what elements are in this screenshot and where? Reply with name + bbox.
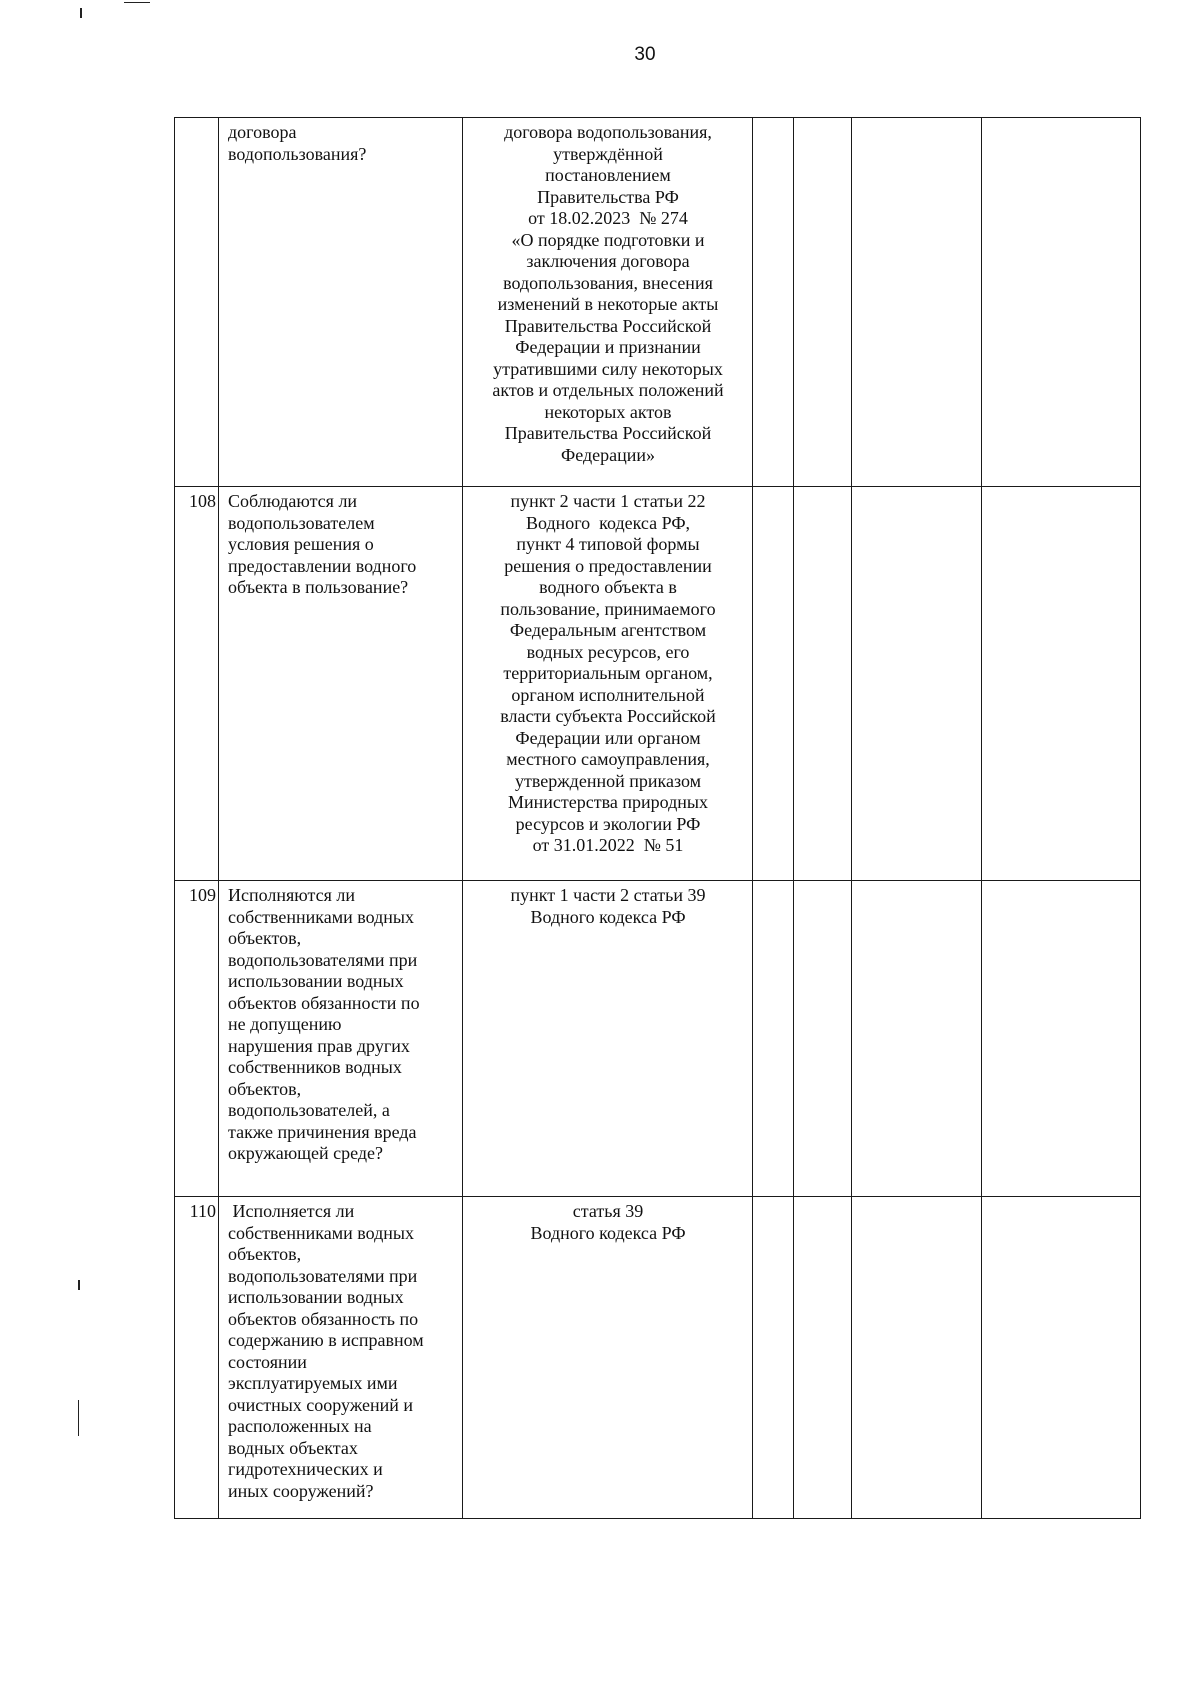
question-line: объектов,	[228, 928, 302, 948]
legal-basis-line: Министерства природных	[508, 792, 708, 812]
legal-basis-line: водного объекта в	[539, 577, 677, 597]
scan-mark-top-line	[124, 2, 150, 3]
legal-basis-line: местного самоуправления,	[506, 749, 710, 769]
row-number: 110	[175, 1197, 219, 1519]
answer-no-cell[interactable]	[794, 1197, 852, 1519]
question-line: предоставлении водного	[228, 555, 417, 576]
question-line: расположенных на	[228, 1416, 372, 1436]
question-line: нарушения прав других	[228, 1035, 410, 1056]
question-line: водопользователем	[228, 512, 375, 533]
question-line: также причинения вреда	[228, 1121, 417, 1142]
question-line: собственниками водных	[228, 906, 415, 927]
question-line: водопользователями при	[228, 1265, 418, 1286]
legal-basis-line: утратившими силу некоторых	[493, 358, 723, 379]
legal-basis-cell	[463, 1197, 753, 1519]
question-line: эксплуатируемых ими	[228, 1373, 398, 1393]
table-body	[175, 118, 1141, 1519]
answer-yes-cell[interactable]	[753, 881, 794, 1197]
legal-basis-line: утвержденной приказом	[514, 770, 701, 791]
scan-mark-left-1	[78, 1280, 80, 1290]
question-line: собственниками водных	[228, 1222, 415, 1243]
scan-mark-top	[80, 8, 82, 18]
legal-basis-line: от 18.02.2023 № 274	[528, 208, 688, 228]
legal-basis-line: актов и отдельных положений	[492, 380, 724, 400]
legal-basis-line: Федерации и признании	[515, 337, 701, 357]
legal-basis-line: пункт 2 части 1 статьи 22	[510, 491, 706, 511]
question-line: использовании водных	[228, 1287, 404, 1307]
legal-basis-cell	[463, 487, 753, 881]
legal-basis-line: «О порядке подготовки и	[511, 229, 705, 250]
not-applicable-cell[interactable]	[852, 118, 982, 487]
legal-basis-line: договора водопользования,	[504, 122, 712, 142]
legal-basis-line: от 31.01.2022 № 51	[532, 835, 684, 855]
legal-basis-line: Водного кодекса РФ,	[525, 512, 691, 533]
question-cell	[219, 1197, 463, 1519]
legal-basis-line: Водного кодекса РФ	[530, 1222, 686, 1243]
legal-basis-line: Федерации или органом	[515, 727, 701, 748]
checklist-table	[174, 117, 1141, 1519]
legal-basis-line: утверждённой	[553, 143, 663, 164]
question-line: Соблюдаются ли	[228, 491, 358, 511]
question-line: иных сооружений?	[228, 1480, 374, 1501]
not-applicable-cell[interactable]	[852, 1197, 982, 1519]
note-cell[interactable]	[982, 881, 1141, 1197]
legal-basis-line: Федерации»	[560, 444, 655, 465]
legal-basis-line: ресурсов и экологии РФ	[515, 813, 701, 834]
legal-basis-line: заключения договора	[526, 251, 690, 271]
answer-yes-cell[interactable]	[753, 118, 794, 487]
question-line: водопользователей, а	[228, 1100, 390, 1120]
question-cell	[219, 487, 463, 881]
legal-basis-line: пользование, принимаемого	[500, 598, 716, 619]
legal-basis-cell	[463, 118, 753, 487]
legal-basis-line: органом исполнительной	[511, 684, 705, 705]
table-row	[175, 1197, 1141, 1519]
note-cell[interactable]	[982, 118, 1141, 487]
answer-no-cell[interactable]	[794, 118, 852, 487]
question-line: объектов,	[228, 1078, 302, 1099]
legal-basis-line: территориальным органом,	[503, 663, 713, 683]
question-line: условия решения о	[228, 534, 374, 554]
answer-yes-cell[interactable]	[753, 487, 794, 881]
row-number: 108	[175, 487, 219, 881]
legal-basis-line: водопользования, внесения	[503, 272, 713, 293]
question-line: использовании водных	[228, 971, 404, 991]
legal-basis-line: постановлением	[545, 165, 671, 185]
question-line: водных объектах	[228, 1437, 358, 1458]
legal-basis-line: Правительства РФ	[537, 186, 679, 207]
table-row	[175, 881, 1141, 1197]
legal-basis-line: власти субъекта Российской	[500, 706, 716, 726]
question-line: водопользователями при	[228, 949, 418, 970]
row-number: 109	[175, 881, 219, 1197]
question-line: очистных сооружений и	[228, 1394, 414, 1415]
legal-basis-line: Федеральным агентством	[509, 620, 707, 640]
note-cell[interactable]	[982, 1197, 1141, 1519]
page-number: 30	[634, 44, 656, 65]
question-line: состоянии	[228, 1351, 307, 1372]
table-row	[175, 118, 1141, 487]
legal-basis-cell	[463, 881, 753, 1197]
question-line: окружающей среде?	[228, 1143, 384, 1163]
question-line: объектов обязанность по	[228, 1308, 419, 1329]
legal-basis-line: статья 39	[572, 1201, 644, 1221]
note-cell[interactable]	[982, 487, 1141, 881]
legal-basis-line: некоторых актов	[544, 401, 672, 422]
not-applicable-cell[interactable]	[852, 487, 982, 881]
not-applicable-cell[interactable]	[852, 881, 982, 1197]
question-line: объектов,	[228, 1244, 302, 1264]
scan-mark-left-2	[78, 1400, 79, 1436]
legal-basis-line: пункт 4 типовой формы	[516, 534, 700, 554]
question-cell	[219, 881, 463, 1197]
question-line: договора	[228, 122, 297, 142]
answer-yes-cell[interactable]	[753, 1197, 794, 1519]
legal-basis-line: водных ресурсов, его	[526, 641, 690, 662]
question-cell	[219, 118, 463, 487]
question-line: объектов обязанности по	[228, 992, 420, 1013]
question-line: Исполняются ли	[228, 885, 355, 905]
legal-basis-line: решения о предоставлении	[504, 555, 712, 576]
answer-no-cell[interactable]	[794, 487, 852, 881]
table-row	[175, 487, 1141, 881]
legal-basis-line: пункт 1 части 2 статьи 39	[510, 885, 706, 905]
question-line: объекта в пользование?	[228, 577, 409, 597]
row-number	[175, 118, 219, 487]
legal-basis-line: изменений в некоторые акты	[497, 294, 719, 314]
question-line: содержанию в исправном	[228, 1330, 424, 1350]
legal-basis-line: Правительства Российской	[504, 315, 712, 336]
question-line: не допущению	[228, 1014, 342, 1034]
answer-no-cell[interactable]	[794, 881, 852, 1197]
legal-basis-line: Водного кодекса РФ	[530, 906, 686, 927]
question-line: гидротехнических и	[228, 1459, 383, 1479]
legal-basis-line: Правительства Российской	[504, 423, 712, 443]
question-line: водопользования?	[228, 143, 367, 164]
question-line: собственников водных	[228, 1057, 402, 1077]
question-line: Исполняется ли	[228, 1201, 355, 1221]
